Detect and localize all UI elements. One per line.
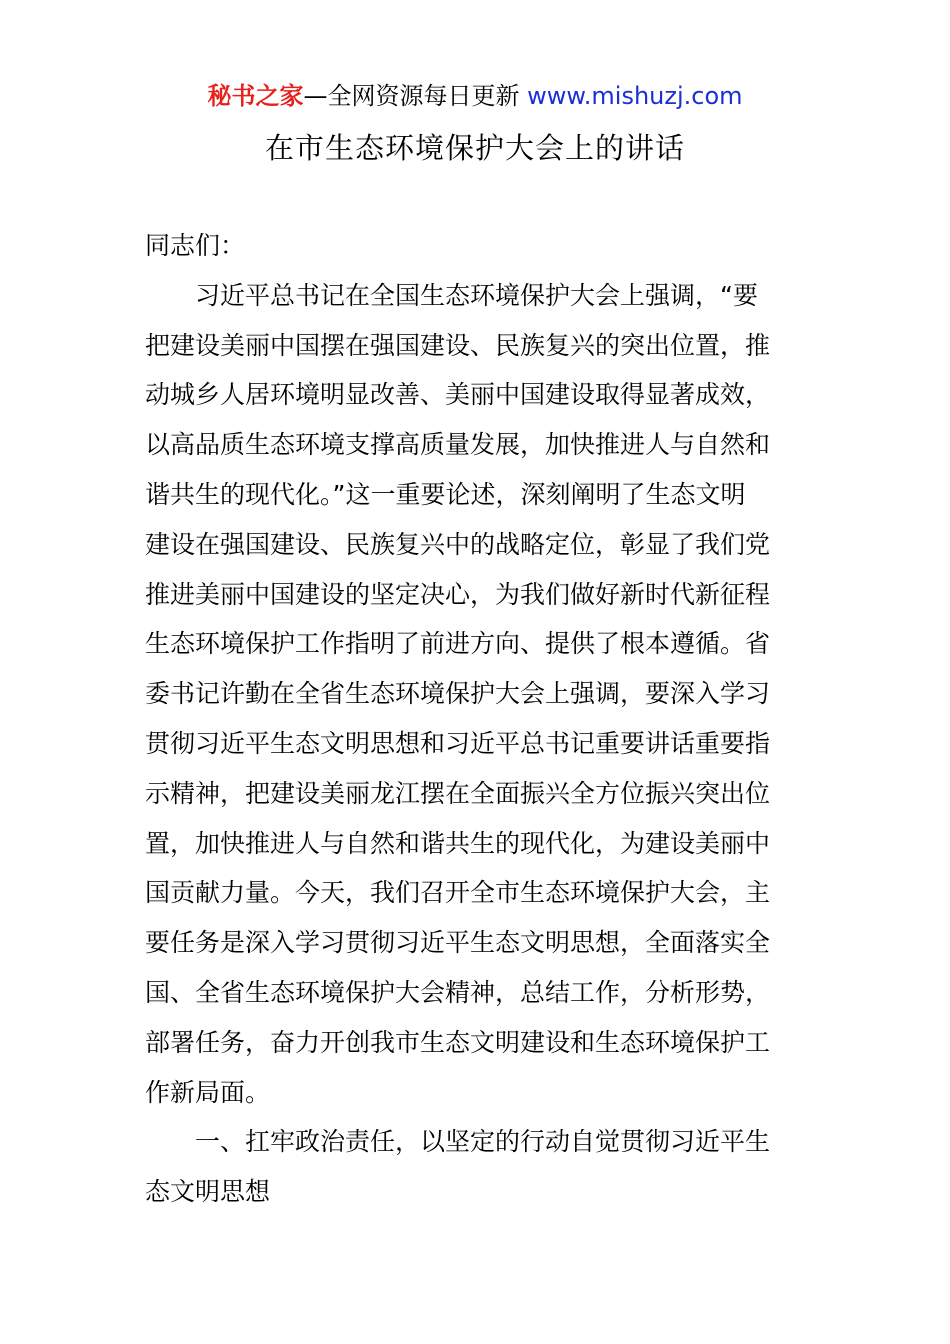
paragraph-line: 动城乡人居环境明显改善、美丽中国建设取得显著成效，	[145, 380, 771, 410]
paragraph-line: 作新局面。	[145, 1077, 271, 1107]
paragraph-line: 生态环境保护工作指明了前进方向、提供了根本遵循。省	[145, 629, 771, 659]
paragraph-line: 谐共生的现代化。”这一重要论述，深刻阐明了生态文明	[145, 479, 746, 509]
paragraph-1	[145, 271, 809, 1118]
site-url-link[interactable]: www.mishuzj.com	[527, 82, 743, 110]
paragraph-line: 国贡献力量。今天，我们召开全市生态环境保护大会，主	[145, 878, 771, 908]
salutation	[145, 221, 809, 271]
paragraph-line: 部署任务，奋力开创我市生态文明建设和生态环境保护工	[145, 1027, 771, 1057]
document-title: 在市生态环境保护大会上的讲话	[264, 131, 685, 165]
site-tagline: —全网资源每日更新	[303, 82, 520, 110]
paragraph-line: 建设在强国建设、民族复兴中的战略定位，彰显了我们党	[145, 529, 771, 559]
paragraph-line: 置，加快推进人与自然和谐共生的现代化，为建设美丽中	[145, 828, 771, 858]
paragraph-line: 委书记许勤在全省生态环境保护大会上强调，要深入学习	[145, 679, 771, 709]
document-body	[145, 221, 809, 1217]
paragraph-line: 国、全省生态环境保护大会精神，总结工作，分析形势，	[145, 977, 771, 1007]
paragraph-line: 以高品质生态环境支撑高质量发展，加快推进人与自然和	[145, 430, 771, 460]
paragraph-line: 习近平总书记在全国生态环境保护大会上强调，“要	[195, 280, 758, 310]
paragraph-line: 要任务是深入学习贯彻习近平生态文明思想，全面落实全	[145, 928, 771, 958]
site-header	[0, 80, 950, 112]
paragraph-line: 推进美丽中国建设的坚定决心，为我们做好新时代新征程	[145, 579, 771, 609]
salutation-line: 同志们：	[145, 231, 246, 260]
paragraph-line: 把建设美丽中国摆在强国建设、民族复兴的突出位置，推	[145, 330, 771, 360]
paragraph-line: 贯彻习近平生态文明思想和习近平总书记重要讲话重要指	[145, 728, 771, 758]
section-1-heading	[145, 1117, 809, 1217]
section-heading-line: 一、扛牢政治责任，以坚定的行动自觉贯彻习近平生	[195, 1127, 771, 1157]
site-brand: 秘书之家	[207, 82, 304, 110]
section-heading-line: 态文明思想	[145, 1177, 271, 1207]
paragraph-line: 示精神，把建设美丽龙江摆在全面振兴全方位振兴突出位	[145, 778, 771, 808]
